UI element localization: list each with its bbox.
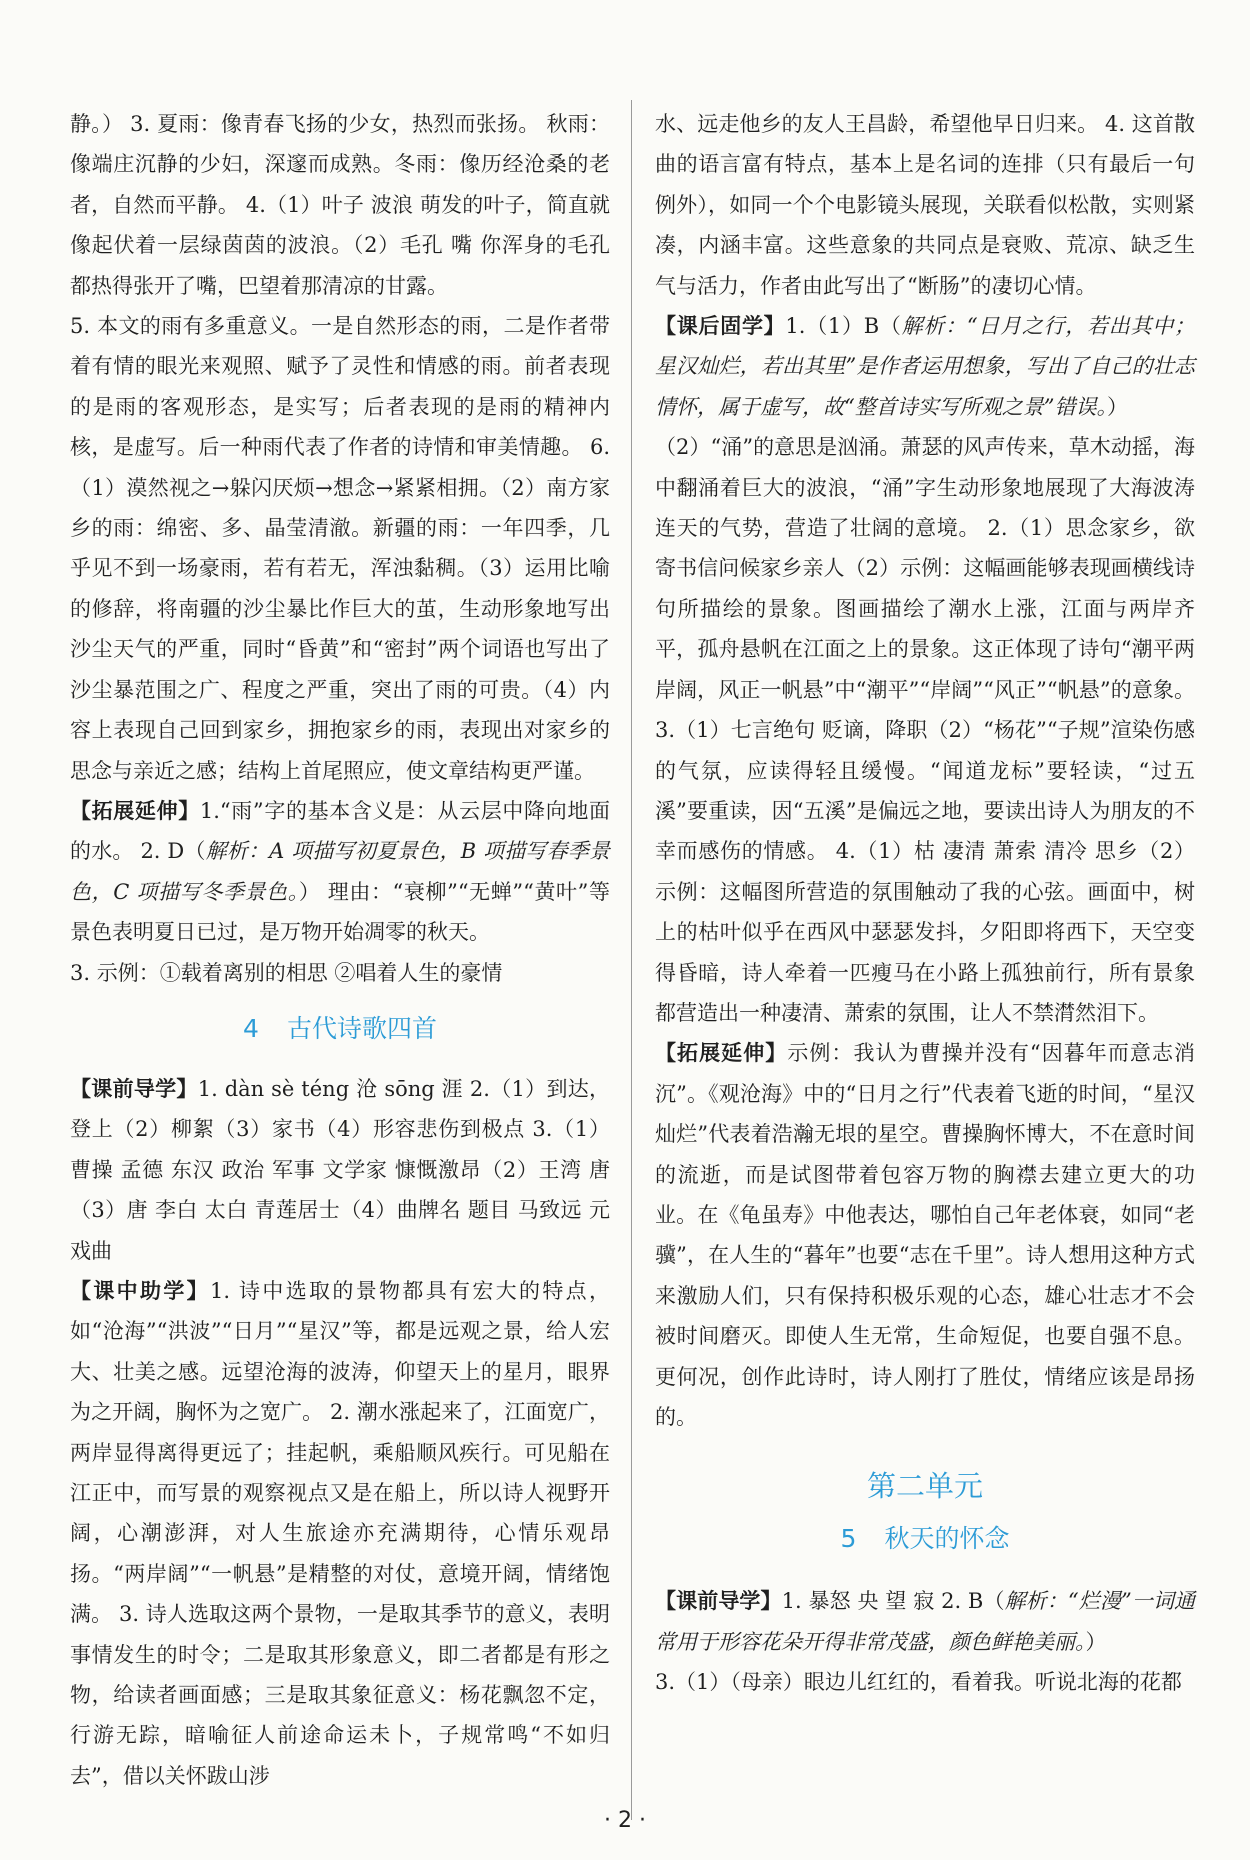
right-column bbox=[655, 104, 1195, 1703]
paragraph: 3. 示例：①载着离别的相思 ②唱着人生的豪情 bbox=[70, 960, 503, 985]
paragraph: 【拓展延伸】示例：我认为曹操并没有“因暮年而意志消沉”。《观沧海》中的“日月之行”代表着飞逝的时间，“星汉灿烂”代表着浩瀚无垠的星空。曹操胸怀博大，不在意时间的流逝，而是试图带着包容万物的胸襟去建立更大的功业。在《龟虽寿》中他表达，哪怕自己年老体衰，如同“老骥”，在人生的“暮年”也要“志在千里”。诗人想用这种方式来激励人们，只有保持积极乐观的心态，雄心壮志才不会被时间磨灭。即使人生无常，生命短促，也要自强不息。更何况，创作此诗时，诗人刚打了胜仗，情绪应该是昂扬的。 bbox=[655, 1040, 1196, 1429]
section-tag: 【课后固学】 bbox=[655, 313, 786, 339]
paragraph: （2）“涌”的意思是汹涌。萧瑟的风声传来，草木动摇，海中翻涌着巨大的波浪，“涌”字生动形象地展现了大海波涛连天的气势，营造了壮阔的意境。 2.（1）思念家乡，欲寄书信问候家乡亲人（2）示例：这幅画能够表现画横线诗句所描绘的景象。图画描绘了潮水上涨，江面与两岸齐平，孤舟悬帆在江面之上的景象。这正体现了诗句“潮平两岸阔，风正一帆悬”中“潮平”“岸阔”“风正”“帆悬”的意象。 3.（1）七言绝句 贬谪，降职（2）“杨花”“子规”渲染伤感的气氛，应读得轻且缓慢。“闻道龙标”要轻读，“过五溪”要重读，因“五溪”是偏远之地，要读出诗人为朋友的不幸而感伤的情感。 4.（1）枯 凄清 萧索 清冷 思乡（2）示例：这幅图所营造的氛围触动了我的心弦。画面中，树上的枯叶似乎在西风中瑟瑟发抖，夕阳即将西下，天空变得昏暗，诗人牵着一匹瘦马在小路上孤独前行，所有景象都营造出一种凄清、萧索的氛围，让人不禁潸然泪下。 bbox=[655, 435, 1195, 1025]
paragraph: 【课中助学】1. 诗中选取的景物都具有宏大的特点，如“沧海”“洪波”“日月”“星汉”等，都是远观之景，给人宏大、壮美之感。远望沧海的波涛，仰望天上的星月，眼界为之开阔，胸怀为之宽广。 2. 潮水涨起来了，江面宽广，两岸显得离得更远了；挂起帆，乘船顺风疾行。可见船在江正中，而写景的观察视点又是在船上，所以诗人视野开阔，心潮澎湃，对人生旅途亦充满期待，心情乐观昂扬。“两岸阔”“一帆悬”是精整的对仗，意境开阔，情绪饱满。 3. 诗人选取这两个景物，一是取其季节的意义，表明事情发生的时令；二是取其形象意义，即二者都是有形之物，给读者画面感；三是取其象征意义：杨花飘忽不定，行游无踪，暗喻征人前途命运未卜，子规常鸣“不如归去”，借以关怀跋山涉 bbox=[70, 1277, 611, 1788]
paragraph: 【课前导学】1. dàn sè téng 沧 sōng 涯 2.（1）到达，登上（2）柳絮（3）家书（4）形容悲伤到极点 3.（1）曹操 孟德 东汉 政治 军事 文学家 慷慨激昂（2）王湾 唐（3）唐 李白 太白 青莲居士（4）曲牌名 题目 马致远 元 戏曲 bbox=[70, 1075, 611, 1263]
section-tag: 【拓展延伸】 bbox=[655, 1040, 788, 1066]
unit-title: 第二单元 bbox=[866, 1469, 983, 1504]
lesson-name: 秋天的怀念 bbox=[884, 1524, 1010, 1554]
section-tag: 【课中助学】 bbox=[70, 1277, 210, 1303]
paragraph: 【拓展延伸】1.“雨”字的基本含义是：从云层中降向地面的水。 2. D（解析：A 项描写初夏景色，B 项描写春季景色，C 项描写冬季景色。） 理由：“衰柳”“无蝉”“黄叶”等景色表明夏日已过，是万物开始凋零的秋天。 bbox=[70, 797, 610, 945]
lesson-name: 古代诗歌四首 bbox=[286, 1013, 437, 1043]
paragraph: 水、远走他乡的友人王昌龄，希望他早日归来。 4. 这首散曲的语言富有特点，基本上是名词的连排（只有最后一句例外），如同一个个电影镜头展现，关联看似松散，实则紧凑，内涵丰富。这些意象的共同点是衰败、荒凉、缺乏生气与活力，作者由此写出了“断肠”的凄切心情。 bbox=[655, 112, 1195, 298]
lesson-title bbox=[70, 1009, 610, 1049]
paragraph: 【课前导学】1. 暴怒 央 望 寂 2. B（解析：“烂漫”一词通常用于形容花朵开得非常茂盛，颜色鲜艳美丽。） bbox=[655, 1588, 1195, 1654]
paragraph: 静。） 3. 夏雨：像青春飞扬的少女，热烈而张扬。 秋雨：像端庄沉静的少妇，深邃而成熟。冬雨：像历经沧桑的老者，自然而平静。 4.（1）叶子 波浪 萌发的叶子，简直就像起伏着一层绿茵茵的波浪。（2）毛孔 嘴 你浑身的毛孔都热得张开了嘴，巴望着那清凉的甘露。 bbox=[70, 112, 610, 298]
paragraph: 3.（1）（母亲）眼边儿红红的，看着我。听说北海的花都 bbox=[655, 1670, 1182, 1695]
left-column bbox=[70, 104, 610, 1796]
section-tag: 【拓展延伸】 bbox=[70, 797, 200, 823]
lesson-number: 4 bbox=[243, 1013, 259, 1043]
section-tag: 【课前导学】 bbox=[70, 1075, 198, 1101]
column-divider bbox=[631, 100, 632, 1820]
analysis-note: 解析：A 项描写初夏景色，B 项描写春季景色，C 项描写冬季景色。 bbox=[70, 839, 610, 904]
analysis-note: 解析：“日月之行，若出其中；星汉灿烂，若出其里”是作者运用想象，写出了自己的壮志情怀，属于虚写，故“整首诗实写所观之景”错误。 bbox=[655, 314, 1195, 419]
section-tag: 【课前导学】 bbox=[655, 1588, 782, 1614]
paragraph: 5. 本文的雨有多重意义。一是自然形态的雨，二是作者带着有情的眼光来观照、赋予了灵性和情感的雨。前者表现的是雨的客观形态，是实写；后者表现的是雨的精神内核，是虚写。后一种雨代表了作者的诗情和审美情趣。 6.（1）漠然视之→躲闪厌烦→想念→紧紧相拥。（2）南方家乡的雨：绵密、多、晶莹清澈。新疆的雨：一年四季，几乎见不到一场豪雨，若有若无，浑浊黏稠。（3）运用比喻的修辞，将南疆的沙尘暴比作巨大的茧，生动形象地写出沙尘天气的严重，同时“昏黄”和“密封”两个词语也写出了沙尘暴范围之广、程度之严重，突出了雨的可贵。（4）内容上表现自己回到家乡，拥抱家乡的雨，表现出对家乡的思念与亲近之感；结构上首尾照应，使文章结构更严谨。 bbox=[70, 314, 610, 783]
lesson-number: 5 bbox=[840, 1524, 857, 1554]
lesson-title bbox=[655, 1519, 1195, 1559]
analysis-note: 解析：“烂漫”一词通常用于形容花朵开得非常茂盛，颜色鲜艳美丽。 bbox=[655, 1589, 1195, 1654]
paragraph: 【课后固学】1.（1）B（解析：“日月之行，若出其中；星汉灿烂，若出其里”是作者运用想象，写出了自己的壮志情怀，属于虚写，故“整首诗实写所观之景”错误。） bbox=[655, 313, 1195, 419]
page-number: · 2 · bbox=[604, 1808, 646, 1833]
